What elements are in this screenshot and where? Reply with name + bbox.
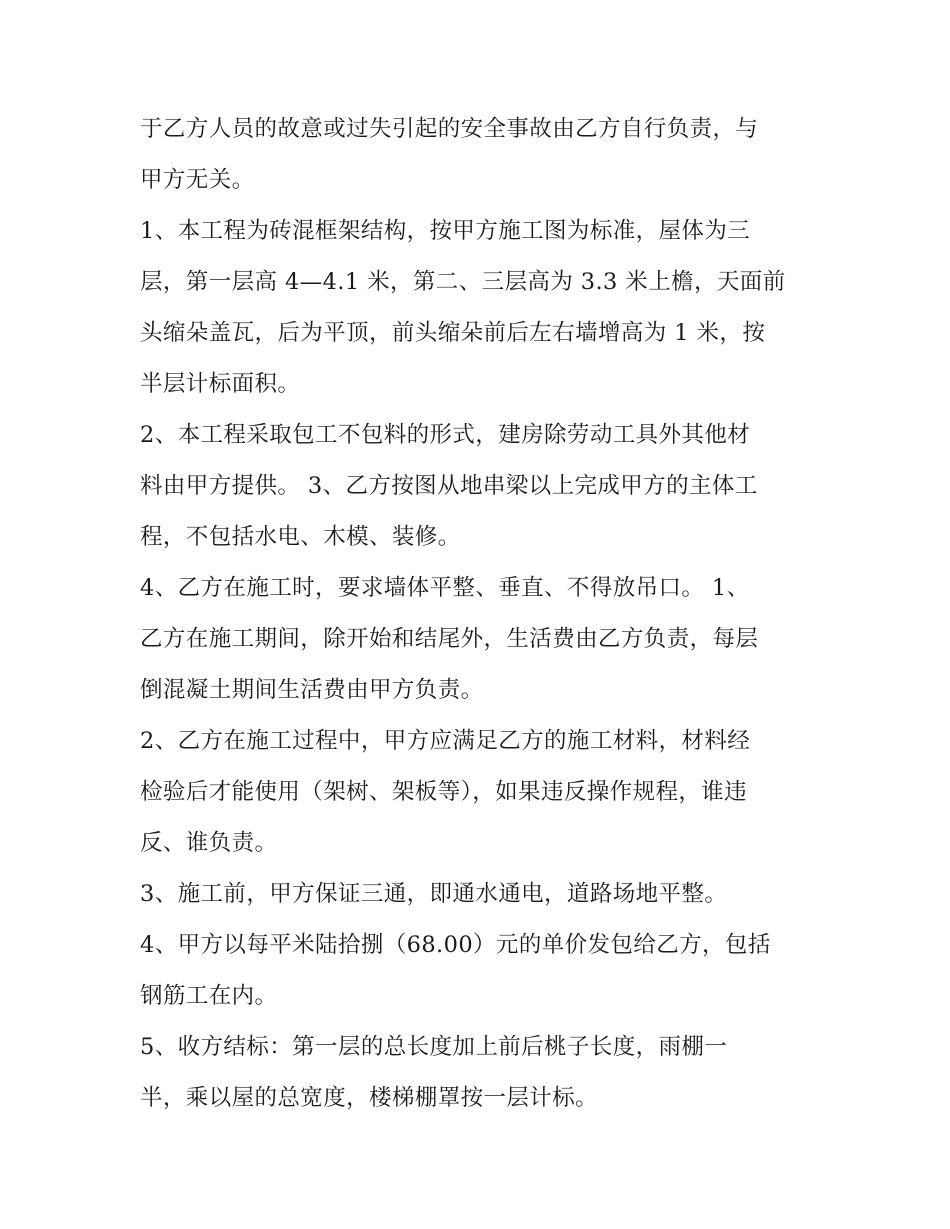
text-line: 层，第一层高 4—4.1 米，第二、三层高为 3.3 米上檐，天面前 — [140, 269, 786, 295]
text-line: 于乙方人员的故意或过失引起的安全事故由乙方自行负责，与 — [140, 116, 759, 142]
text-line: 半层计标面积。 — [140, 371, 301, 397]
text-line: 5、收方结标：第一层的总长度加上前后桃子长度，雨棚一 — [140, 1034, 728, 1060]
text-line: 2、乙方在施工过程中，甲方应满足乙方的施工材料，材料经 — [140, 728, 751, 754]
text-line: 钢筋工在内。 — [140, 983, 278, 1009]
text-line: 头缩朵盖瓦，后为平顶，前头缩朵前后左右墙增高为 1 米，按 — [140, 320, 766, 346]
text-line: 检验后才能使用（架树、架板等），如果违反操作规程，谁违 — [140, 779, 748, 805]
text-line: 2、本工程采取包工不包料的形式，建房除劳动工具外其他材 — [140, 422, 751, 448]
text-line: 甲方无关。 — [140, 167, 255, 193]
text-line: 料由甲方提供。 3、乙方按图从地串梁以上完成甲方的主体工 — [140, 473, 758, 499]
text-line: 反、谁负责。 — [140, 830, 278, 856]
text-line: 3、施工前，甲方保证三通，即通水通电，道路场地平整。 — [140, 881, 728, 907]
text-line: 4、乙方在施工时，要求墙体平整、垂直、不得放吊口。 1、 — [140, 575, 750, 601]
text-line: 半，乘以屋的总宽度，楼梯棚罩按一层计标。 — [140, 1085, 599, 1111]
text-line: 程，不包括水电、木模、装修。 — [140, 524, 461, 550]
text-line: 4、甲方以每平米陆拾捌（68.00）元的单价发包给乙方，包括 — [140, 932, 771, 958]
text-line: 1、本工程为砖混框架结构，按甲方施工图为标准，屋体为三 — [140, 218, 751, 244]
text-line: 乙方在施工期间，除开始和结尾外，生活费由乙方负责，每层 — [140, 626, 759, 652]
contract-body-text — [140, 104, 820, 1124]
text-line: 倒混凝土期间生活费由甲方负责。 — [140, 677, 484, 703]
